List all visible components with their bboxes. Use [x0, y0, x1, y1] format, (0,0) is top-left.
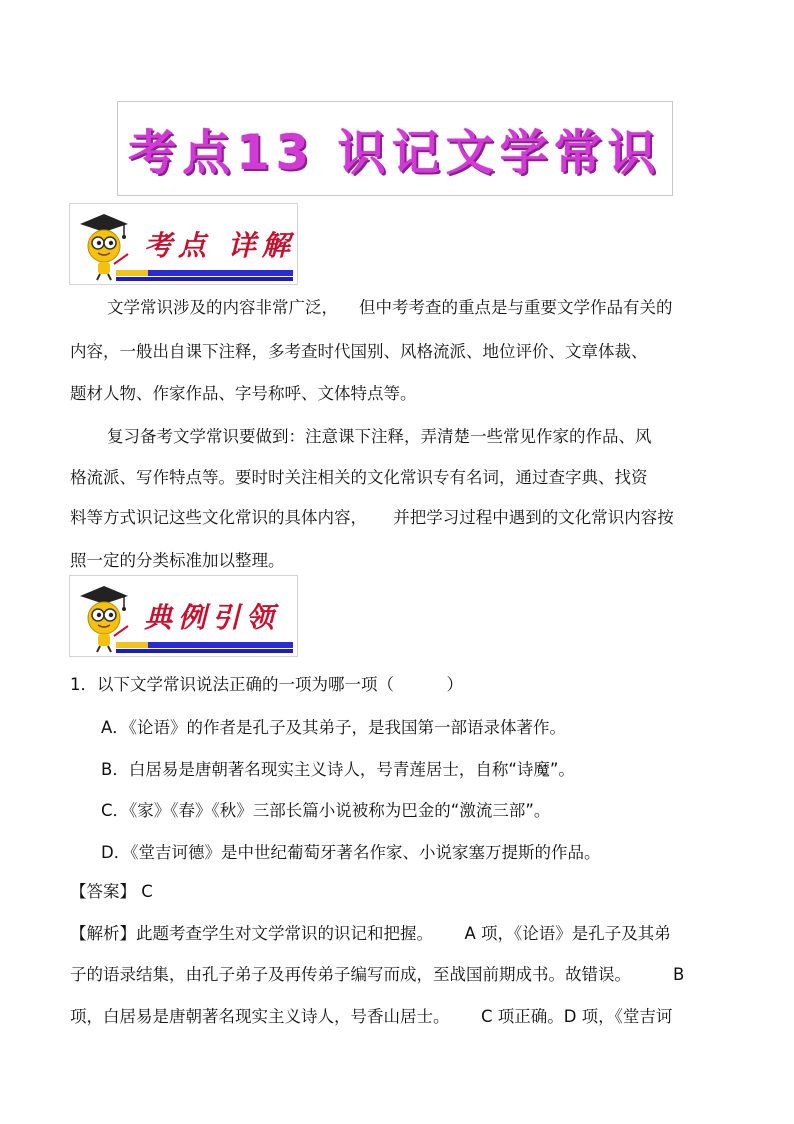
banner-underline-dark — [116, 277, 293, 281]
page-title: 考点13 识记文学常识 — [128, 125, 662, 181]
banner-underline-dark — [116, 649, 293, 653]
intro-text-line: 内容，一般出自课下注释，多考查时代国别、风格流派、地位评价、文章体裁、 — [70, 342, 648, 361]
banner-label: 考点 详解 — [144, 229, 296, 262]
answer-value: C — [141, 882, 153, 901]
intro-text-line: 复习备考文学常识要做到：注意课下注释，弄清楚一些常见作家的作品、风 — [107, 427, 652, 446]
section-banner-examples — [69, 575, 298, 657]
banner-underline — [116, 270, 293, 276]
section-banner-explanation — [69, 203, 298, 285]
analysis-text-line: 项，白居易是唐朝著名现实主义诗人，号香山居士。 C 项正确。D 项，《堂吉诃 — [70, 1007, 673, 1026]
question-option-b: B．白居易是唐朝著名现实主义诗人，号青莲居士，自称“诗魔”。 — [101, 760, 575, 779]
banner-underline — [116, 642, 293, 648]
answer-line — [70, 878, 153, 902]
title-box — [117, 101, 673, 196]
analysis-text-line: 子的语录结集，由孔子弟子及再传弟子编写而成，至战国前期成书。故错误。 B — [70, 965, 685, 984]
intro-text-line: 料等方式识记这些文化常识的具体内容， 并把学习过程中遇到的文化常识内容按 — [70, 508, 674, 527]
question-option-a: A．《论语》的作者是孔子及其弟子，是我国第一部语录体著作。 — [101, 718, 567, 737]
banner-label: 典例引领 — [144, 601, 281, 634]
intro-text-line: 格流派、写作特点等。要时时关注相关的文化常识专有名词，通过查字典、找资 — [70, 468, 648, 487]
answer-label: 【答案】 — [70, 882, 136, 901]
question-option-c: C．《家》《春》《秋》三部长篇小说被称为巴金的“激流三部”。 — [101, 801, 551, 820]
analysis-text-line: 【解析】此题考查学生对文学常识的识记和把握。 A 项，《论语》是孔子及其弟 — [70, 924, 671, 943]
intro-text-line: 照一定的分类标准加以整理。 — [70, 551, 285, 570]
intro-text-line: 题材人物、作家作品、字号称呼、文体特点等。 — [70, 384, 417, 403]
question-option-d: D．《堂吉诃德》是中世纪葡萄牙著名作家、小说家塞万提斯的作品。 — [101, 843, 601, 862]
intro-text-line: 文学常识涉及的内容非常广泛， 但中考考查的重点是与重要文学作品有关的 — [107, 298, 673, 317]
question-stem: 1．以下文学常识说法正确的一项为哪一项（ ） — [70, 675, 463, 694]
